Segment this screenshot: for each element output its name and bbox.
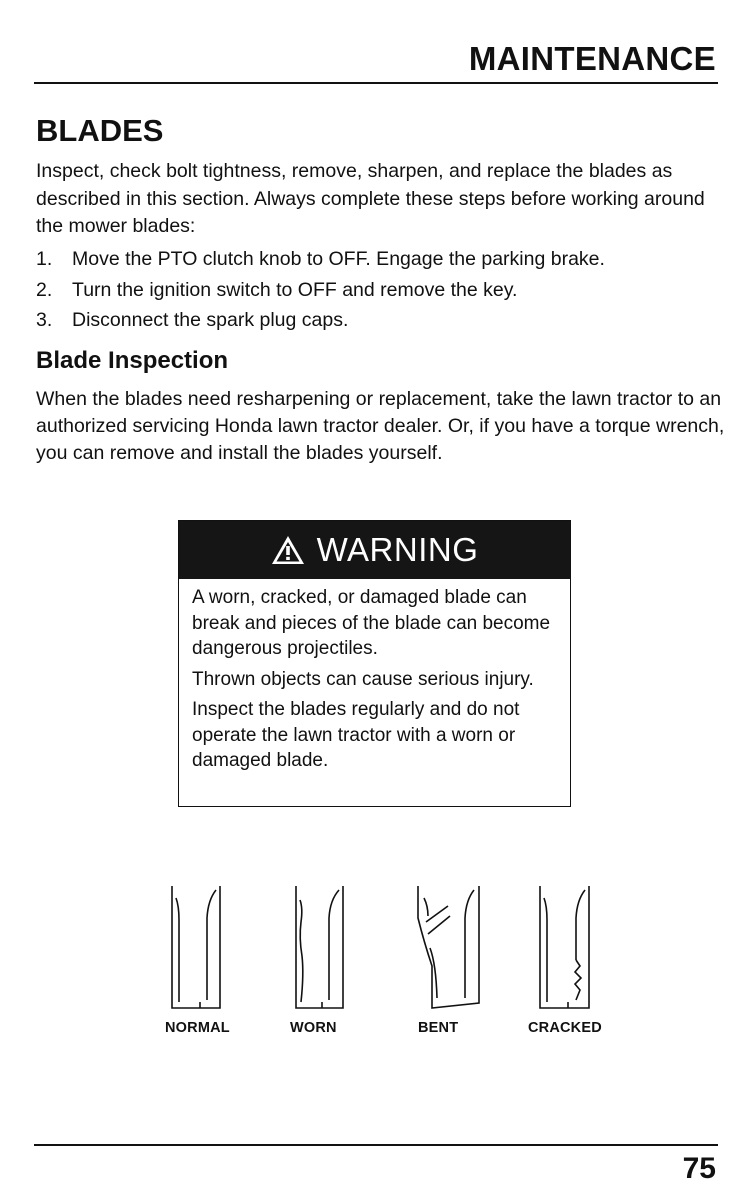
footer-divider [34, 1144, 718, 1146]
page-header-title: MAINTENANCE [468, 40, 716, 77]
warning-paragraph: A worn, cracked, or damaged blade can break and pieces of the blade can become dangerous projectiles. [192, 587, 551, 659]
step-number: 3. [36, 309, 53, 331]
blade-worn-illustration [296, 886, 343, 1008]
warning-paragraph: Inspect the blades regularly and do not operate the lawn tractor with a worn or damaged blade. [192, 699, 520, 771]
step-number: 2. [36, 278, 53, 301]
section-intro [36, 158, 726, 241]
warning-box [178, 520, 571, 807]
step-text: Turn the ignition switch to OFF and remove the key. [72, 278, 518, 301]
blade-cracked-illustration [540, 886, 589, 1008]
subsection-title: Blade Inspection [36, 347, 229, 374]
warning-paragraph: Thrown objects can cause serious injury. [192, 668, 534, 690]
blade-label-bent: BENT [418, 1020, 459, 1036]
list-item [36, 275, 726, 306]
list-item [36, 244, 726, 275]
blade-normal-illustration [172, 886, 220, 1008]
warning-title: WARNING [316, 531, 479, 568]
subsection-body [36, 386, 726, 467]
blade-bent-illustration [418, 886, 479, 1008]
intro-paragraph: Inspect, check bolt tightness, remove, sharpen, and replace the blades as described in this section. Always complete these steps before working around the mower blades: [36, 160, 705, 237]
blade-label-worn: WORN [290, 1020, 337, 1036]
step-text: Disconnect the spark plug caps. [72, 309, 349, 331]
steps-list [36, 244, 726, 336]
blade-label-normal: NORMAL [165, 1020, 230, 1036]
list-item [36, 305, 726, 336]
step-number: 1. [36, 248, 53, 270]
inspection-paragraph: When the blades need resharpening or replacement, take the lawn tractor to an authorized servicing Honda lawn tractor dealer. Or, if you have a torque wrench, you can remove and install the blades yourself. [36, 388, 725, 464]
step-text: Move the PTO clutch knob to OFF. Engage the parking brake. [72, 248, 605, 270]
warning-header [179, 521, 570, 579]
warning-body [179, 579, 570, 774]
header-divider [34, 82, 718, 84]
section-title: BLADES [36, 113, 164, 148]
blade-label-cracked: CRACKED [528, 1020, 602, 1036]
blade-condition-illustrations [0, 878, 740, 1018]
warning-triangle-icon [271, 535, 305, 565]
page-number: 75 [682, 1152, 716, 1185]
